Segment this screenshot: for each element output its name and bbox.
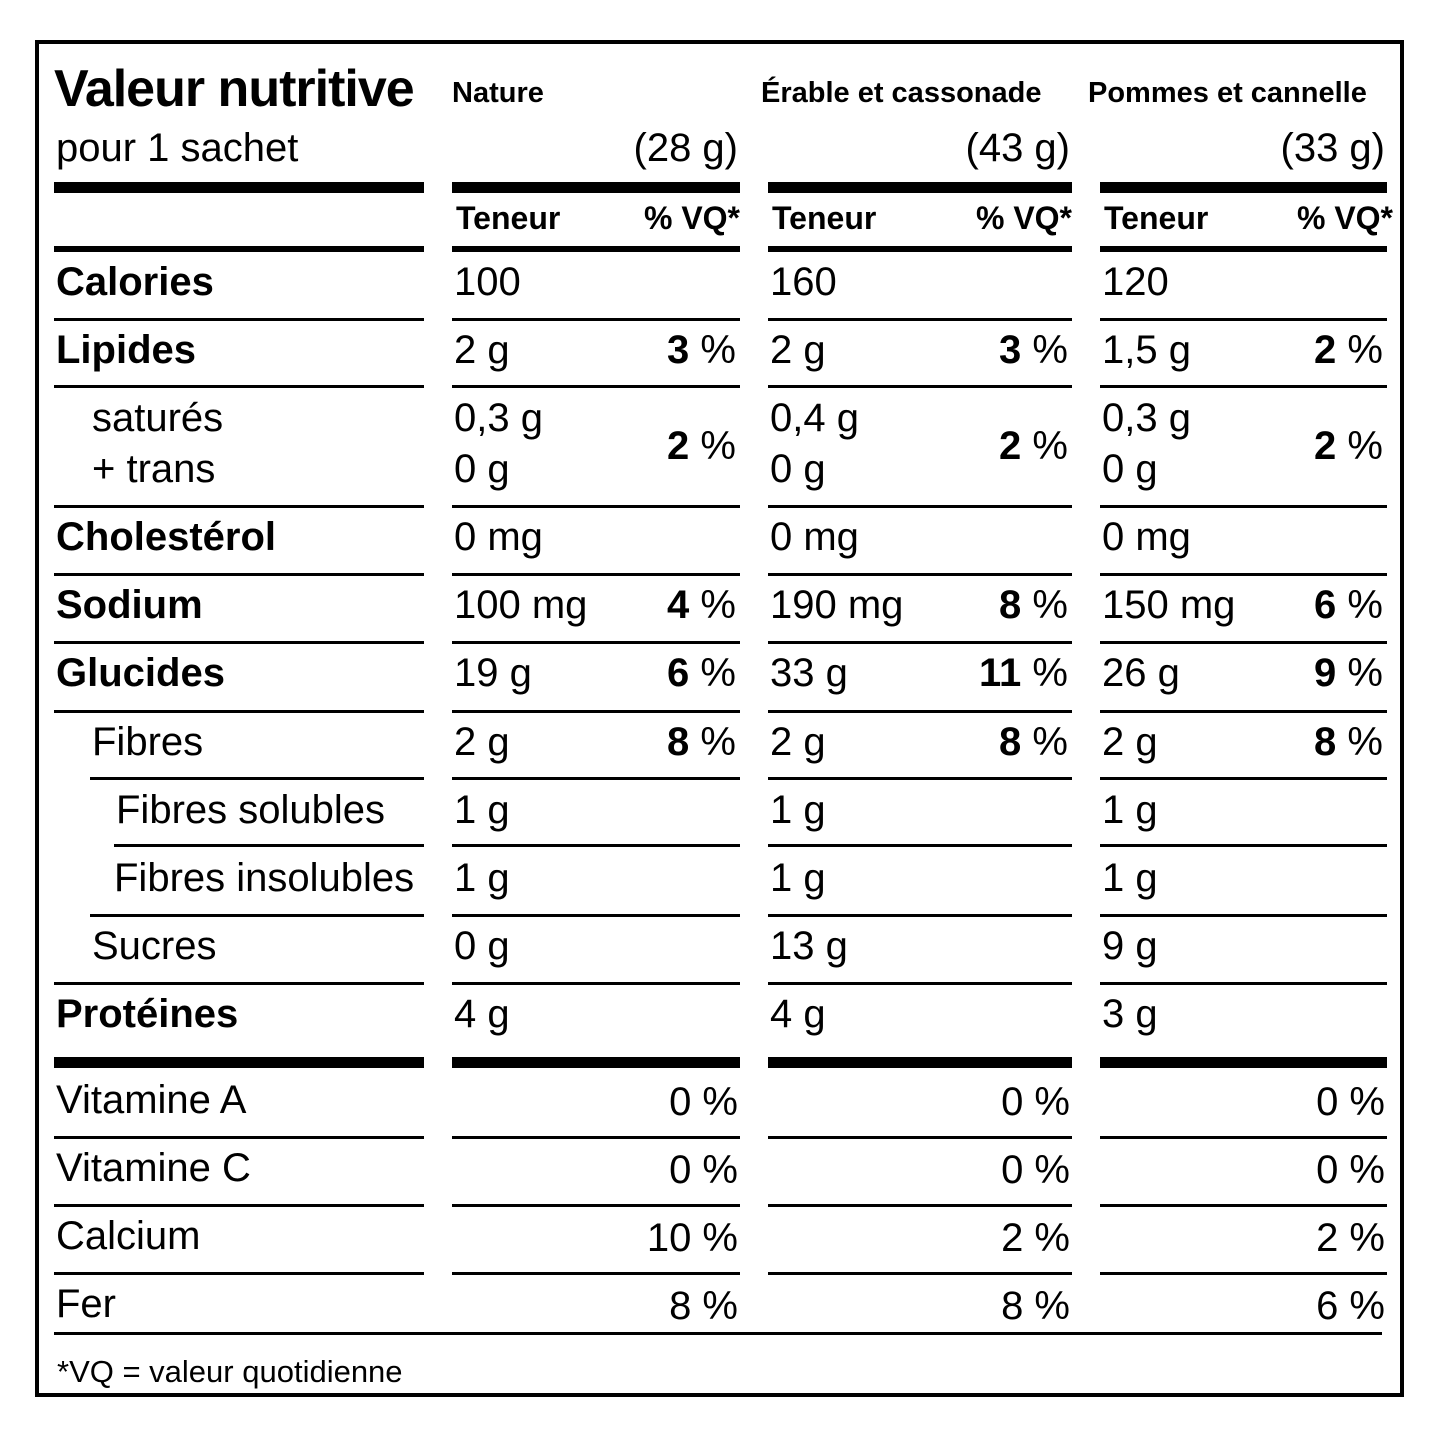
divider xyxy=(114,844,424,847)
divider xyxy=(90,914,424,917)
product-column-nature xyxy=(452,44,740,1401)
divider xyxy=(768,982,1072,985)
value-glucides: 26 g xyxy=(1102,651,1180,695)
value-sodium: 150 mg xyxy=(1102,583,1236,627)
dv-glucides: 6 % xyxy=(667,651,736,695)
value-fibres-solubles: 1 g xyxy=(454,788,510,832)
value-vitamine-a: 0 % xyxy=(1316,1080,1385,1124)
dv-lipides: 3 % xyxy=(999,328,1068,372)
divider xyxy=(54,182,424,193)
divider xyxy=(452,982,740,985)
label-vitamine-c: Vitamine C xyxy=(56,1146,251,1190)
divider xyxy=(54,385,424,388)
dv-header: % VQ* xyxy=(975,200,1072,236)
divider xyxy=(768,1057,1072,1068)
divider xyxy=(90,777,424,780)
label-glucides: Glucides xyxy=(56,651,225,695)
divider xyxy=(1100,1136,1387,1139)
divider xyxy=(452,777,740,780)
bottom-divider xyxy=(54,1332,1382,1335)
value-sodium: 190 mg xyxy=(770,583,904,627)
value-fibres-insolubles: 1 g xyxy=(770,856,826,900)
divider xyxy=(452,641,740,644)
value-fibres: 2 g xyxy=(770,720,826,764)
divider xyxy=(1100,1204,1387,1207)
divider xyxy=(1100,982,1387,985)
value-vitamine-c: 0 % xyxy=(1001,1148,1070,1192)
divider xyxy=(1100,385,1387,388)
divider xyxy=(768,1204,1072,1207)
divider xyxy=(768,914,1072,917)
dv-lipides: 3 % xyxy=(667,328,736,372)
nutrition-facts-panel xyxy=(35,40,1404,1397)
dv-fibres: 8 % xyxy=(1314,720,1383,764)
content-header: Teneur xyxy=(456,200,561,236)
value-calcium: 2 % xyxy=(1316,1216,1385,1260)
product-column-erable xyxy=(761,44,1072,1401)
divider xyxy=(1100,505,1387,508)
divider xyxy=(54,1204,424,1207)
divider xyxy=(1100,246,1387,252)
value-glucides: 33 g xyxy=(770,651,848,695)
value-trans: 0 g xyxy=(454,447,510,491)
label-column xyxy=(54,44,424,1401)
value-vitamine-a: 0 % xyxy=(669,1080,738,1124)
content-header: Teneur xyxy=(772,200,877,236)
divider xyxy=(54,1272,424,1275)
product-serving: (43 g) xyxy=(965,126,1070,170)
label-sodium: Sodium xyxy=(56,583,203,627)
divider xyxy=(452,1136,740,1139)
divider xyxy=(452,844,740,847)
divider xyxy=(452,710,740,713)
divider xyxy=(54,573,424,576)
product-name: Pommes et cannelle xyxy=(1088,77,1367,109)
label-satures: saturés xyxy=(92,396,224,440)
dv-sodium: 4 % xyxy=(667,583,736,627)
divider xyxy=(1100,573,1387,576)
value-proteines: 4 g xyxy=(454,992,510,1036)
label-fer: Fer xyxy=(56,1282,116,1326)
dv-header: % VQ* xyxy=(1296,200,1393,236)
divider xyxy=(768,1136,1072,1139)
dv-fibres: 8 % xyxy=(999,720,1068,764)
value-satures: 0,3 g xyxy=(1102,396,1191,440)
dv-glucides: 11 % xyxy=(979,651,1068,695)
value-sucres: 13 g xyxy=(770,924,848,968)
value-sodium: 100 mg xyxy=(454,583,588,627)
divider xyxy=(54,318,424,321)
footnote: *VQ = valeur quotidienne xyxy=(57,1354,403,1389)
value-trans: 0 g xyxy=(770,447,826,491)
divider xyxy=(768,573,1072,576)
divider xyxy=(768,641,1072,644)
value-sucres: 0 g xyxy=(454,924,510,968)
divider xyxy=(1100,182,1387,193)
value-vitamine-a: 0 % xyxy=(1001,1080,1070,1124)
divider xyxy=(452,1272,740,1275)
divider xyxy=(1100,1057,1387,1068)
label-cholesterol: Cholestérol xyxy=(56,515,277,559)
divider xyxy=(768,844,1072,847)
product-serving: (33 g) xyxy=(1280,126,1385,170)
divider xyxy=(768,1272,1072,1275)
divider xyxy=(452,573,740,576)
value-calories: 100 xyxy=(454,260,521,304)
value-glucides: 19 g xyxy=(454,651,532,695)
divider xyxy=(54,246,424,252)
divider xyxy=(1100,777,1387,780)
label-fibres-solubles: Fibres solubles xyxy=(116,788,386,832)
value-calcium: 2 % xyxy=(1001,1216,1070,1260)
divider xyxy=(54,1057,424,1068)
divider xyxy=(1100,710,1387,713)
divider xyxy=(452,914,740,917)
divider xyxy=(452,246,740,252)
divider xyxy=(452,385,740,388)
dv-sodium: 6 % xyxy=(1314,583,1383,627)
divider xyxy=(54,982,424,985)
value-cholesterol: 0 mg xyxy=(770,515,859,559)
divider xyxy=(54,505,424,508)
serving-subtitle: pour 1 sachet xyxy=(56,126,299,170)
divider xyxy=(768,385,1072,388)
value-trans: 0 g xyxy=(1102,447,1158,491)
divider xyxy=(1100,1272,1387,1275)
label-lipides: Lipides xyxy=(56,328,197,372)
dv-satures-trans: 2 % xyxy=(1314,424,1383,468)
value-fibres: 2 g xyxy=(1102,720,1158,764)
label-calories: Calories xyxy=(56,260,214,304)
divider xyxy=(768,777,1072,780)
label-trans: + trans xyxy=(92,447,216,491)
value-fer: 6 % xyxy=(1316,1284,1385,1328)
value-satures: 0,3 g xyxy=(454,396,543,440)
value-fibres-insolubles: 1 g xyxy=(1102,856,1158,900)
label-sucres: Sucres xyxy=(92,924,217,968)
value-cholesterol: 0 mg xyxy=(454,515,543,559)
value-lipides: 2 g xyxy=(770,328,826,372)
value-fibres-solubles: 1 g xyxy=(1102,788,1158,832)
value-lipides: 2 g xyxy=(454,328,510,372)
divider xyxy=(768,710,1072,713)
divider xyxy=(768,318,1072,321)
divider xyxy=(452,182,740,193)
value-cholesterol: 0 mg xyxy=(1102,515,1191,559)
divider xyxy=(1100,914,1387,917)
value-vitamine-c: 0 % xyxy=(669,1148,738,1192)
dv-lipides: 2 % xyxy=(1314,328,1383,372)
label-proteines: Protéines xyxy=(56,992,239,1036)
divider xyxy=(452,1057,740,1068)
divider xyxy=(452,318,740,321)
value-fibres: 2 g xyxy=(454,720,510,764)
divider xyxy=(768,505,1072,508)
value-calories: 120 xyxy=(1102,260,1169,304)
dv-fibres: 8 % xyxy=(667,720,736,764)
value-fibres-insolubles: 1 g xyxy=(454,856,510,900)
value-vitamine-c: 0 % xyxy=(1316,1148,1385,1192)
divider xyxy=(54,1136,424,1139)
label-fibres: Fibres xyxy=(92,720,204,764)
divider xyxy=(54,710,424,713)
product-serving: (28 g) xyxy=(633,126,738,170)
value-lipides: 1,5 g xyxy=(1102,328,1191,372)
value-sucres: 9 g xyxy=(1102,924,1158,968)
divider xyxy=(452,505,740,508)
divider xyxy=(768,246,1072,252)
dv-glucides: 9 % xyxy=(1314,651,1383,695)
value-satures: 0,4 g xyxy=(770,396,859,440)
dv-satures-trans: 2 % xyxy=(667,424,736,468)
divider xyxy=(1100,641,1387,644)
divider xyxy=(768,182,1072,193)
label-vitamine-a: Vitamine A xyxy=(56,1078,247,1122)
divider xyxy=(1100,844,1387,847)
label-calcium: Calcium xyxy=(56,1214,201,1258)
dv-sodium: 8 % xyxy=(999,583,1068,627)
content-header: Teneur xyxy=(1104,200,1209,236)
product-name: Nature xyxy=(452,77,544,109)
divider xyxy=(452,1204,740,1207)
value-calcium: 10 % xyxy=(646,1216,738,1260)
label-fibres-insolubles: Fibres insolubles xyxy=(114,856,415,900)
dv-header: % VQ* xyxy=(643,200,740,236)
divider xyxy=(1100,318,1387,321)
value-proteines: 4 g xyxy=(770,992,826,1036)
value-fer: 8 % xyxy=(1001,1284,1070,1328)
product-name: Érable et cassonade xyxy=(761,77,1042,109)
value-fibres-solubles: 1 g xyxy=(770,788,826,832)
panel-title: Valeur nutritive xyxy=(54,60,414,118)
value-calories: 160 xyxy=(770,260,837,304)
value-fer: 8 % xyxy=(669,1284,738,1328)
dv-satures-trans: 2 % xyxy=(999,424,1068,468)
product-column-pommes xyxy=(1088,44,1393,1401)
divider xyxy=(54,641,424,644)
value-proteines: 3 g xyxy=(1102,992,1158,1036)
